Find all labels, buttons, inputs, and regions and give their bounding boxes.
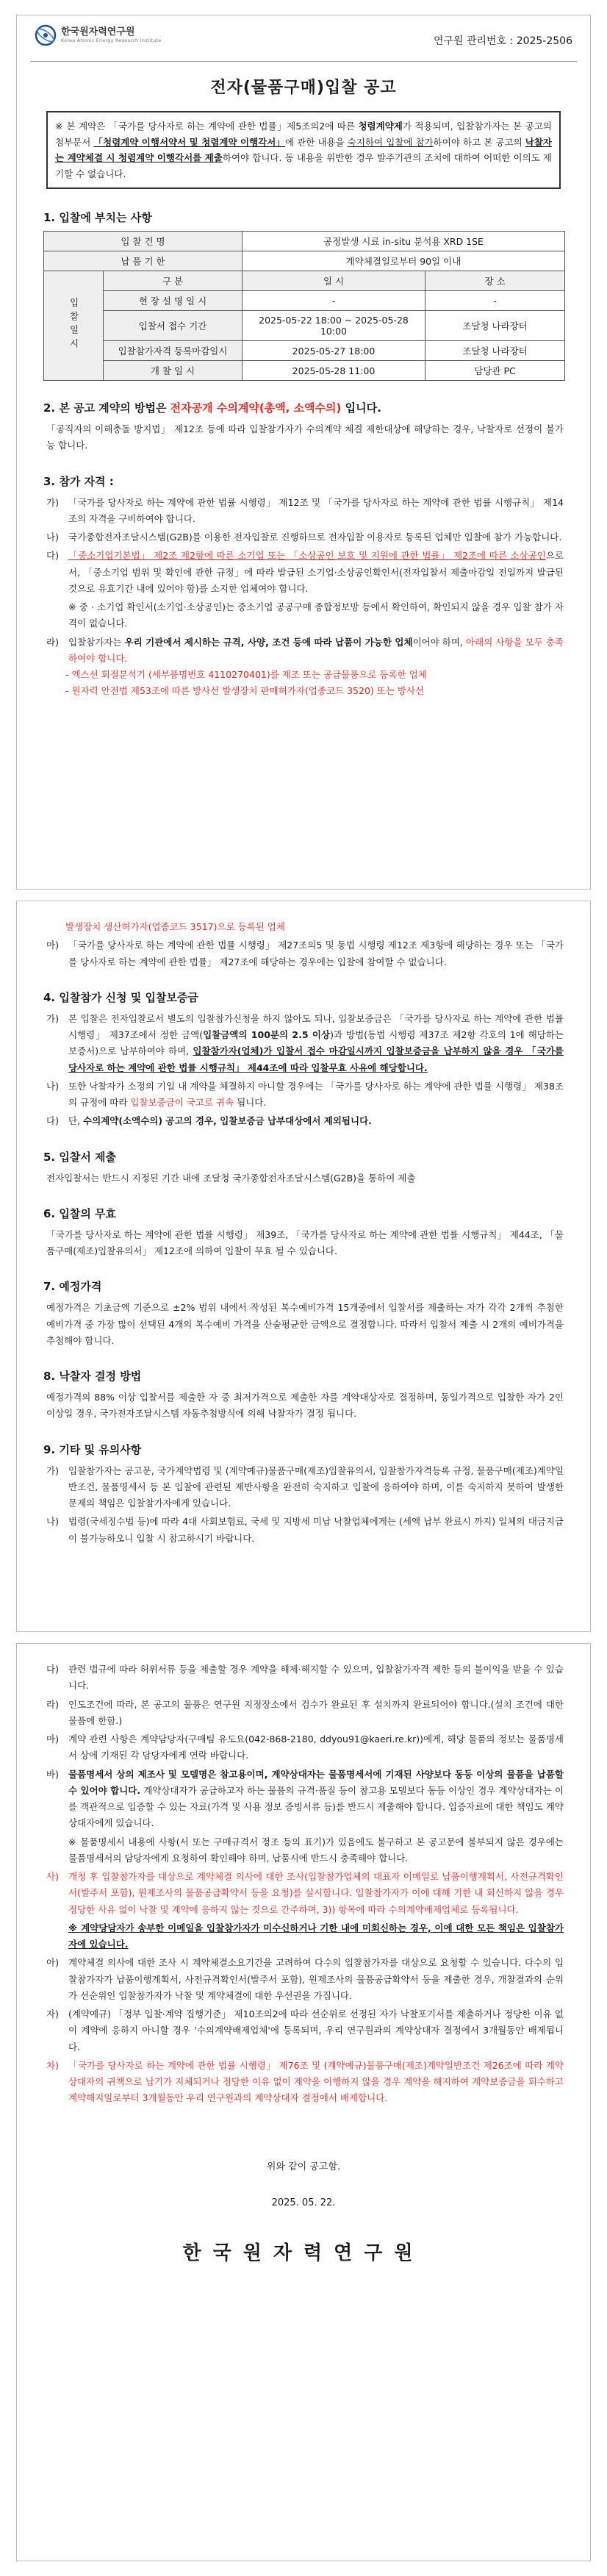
section-title: 9. 기타 및 유의사항	[43, 1442, 142, 1456]
item-text: 발생장치 생산허가자(업종코드 3517)으로 등록된 업체	[65, 921, 285, 932]
list-item	[43, 1078, 564, 1112]
notice-text: 낙찰자는 계약체결 시 청렴계약 이행각서를 제출	[55, 136, 552, 163]
item-label: 라)	[46, 636, 59, 648]
item-label	[43, 599, 68, 632]
page-3	[16, 1643, 591, 2561]
section-1	[43, 210, 564, 225]
item-label: 나)	[46, 1080, 59, 1092]
list-item	[43, 1661, 564, 1695]
table-cell: -	[243, 291, 425, 311]
notice-text: 하여야 합니다. 동 내용을 위반한 경우 발주기관의 조치에 대하여 어떠한 이의도 제기할 수 없습니다.	[55, 152, 552, 179]
section-text: 「국가를 당사자로 하는 계약에 관한 법률 시행령」 제39조, 「국가를 당사자로 하는 계약에 관한 법률 시행규칙」 제44조, 「물품구매(제조)입찰유의서」 제12조에 의하여 입찰이 무효 될 수 있습니다.	[46, 1228, 564, 1256]
section-3-continued	[43, 919, 564, 970]
item-label: 아)	[46, 1957, 59, 1969]
table-row	[44, 232, 565, 251]
table-cell: 개 찰 일 시	[104, 361, 243, 381]
notice-text: 숙지하여 입찰에 참가	[347, 136, 434, 148]
item-label: 가)	[46, 1464, 59, 1476]
section-title: 6. 입찰의 무효	[43, 1206, 117, 1220]
item-note: ※ 계약당담자가 송부한 이메일을 입찰참가자가 미수신하거나 기한 내에 미회신하는 경우, 이에 대한 모든 책임은 입찰참가자에 있습니다.	[68, 1922, 564, 1950]
table-cell: 2025-05-22 18:00 ~ 2025-05-28 10:00	[243, 311, 425, 341]
table-cell: 현 장 설 명 일 시	[104, 291, 243, 311]
list-item	[43, 1113, 564, 1129]
item-text-part: 이어야 하며,	[412, 636, 467, 648]
item-label: 나)	[46, 1516, 59, 1528]
list-item	[43, 1731, 564, 1764]
item-label: 가)	[46, 496, 59, 508]
section-9-continued	[43, 1661, 564, 2107]
item-text: - 원자력 안전법 제53조에 따른 방사선 발생장치 판매허가자(업종코드 3520) 또는 방사선	[65, 685, 425, 697]
item-text: 계약체결 의사에 대한 조사 시 계약체결소요기간을 고려하여 다수의 입찰참가자를 대상으로 요청할 수 있습니다. 다수의 입찰참가자가 납품이행계획서, 사전규격확인서(발주서 포함), 원제조사의 물품공급확약서 등을 제출한 경우, 개찰결과의 순위가 선순위인 입찰참가자가 낙찰 및 계약체결에 대한 우선권을 가집니다.	[68, 1957, 564, 2001]
table-cell: 조달청 나라장터	[425, 311, 565, 341]
list-item	[43, 937, 564, 970]
table-cell: 2025-05-28 11:00	[243, 361, 425, 381]
list-item	[65, 683, 564, 699]
section-title: 7. 예정가격	[43, 1280, 102, 1294]
item-label: 마)	[46, 1734, 59, 1745]
list-item	[43, 599, 564, 632]
notice-text: 가 적용되며, 입찰참가자는 본 공고의 첨부문서	[55, 121, 552, 148]
item-text: 입찰참가자는 공고문, 국가계약법령 및 (계약예규)물품구매(제조)입찰유의서, 입찰참가자격등록 규정, 물품구매(제조)계약일반조건, 물품명세서 등 본 입찰에 관련된 제반사항을 완전히 숙지하고 입찰에 응하여야 하며, 이를 숙지하지 못하여 발생한 문제의 책임은 입찰참가자에게 있습니다.	[68, 1464, 564, 1509]
item-text-part: 단,	[68, 1115, 84, 1127]
table-row	[44, 361, 565, 381]
item-label: 나)	[46, 532, 59, 543]
table-row	[44, 341, 565, 361]
item-label: 마)	[46, 940, 59, 951]
page-1	[16, 15, 591, 890]
table-header: 일 시	[243, 271, 425, 291]
table-cell: 납 품 기 한	[44, 251, 243, 271]
item-text: 「국가를 당사자로 하는 계약에 관한 법률 시행령」 제27조의5 및 동법 시행령 제12조 제3항에 해당하는 경우 또는 「국가를 당사자로 하는 계약에 관한 법률」 제27조에 해당하는 경우에는 입찰에 참여할 수 없습니다.	[68, 940, 564, 967]
table-row	[44, 291, 565, 311]
item-text: - 엑스선 회절분석기 (세부품명번호 4110270401)를 제조 또는 공급물품으로 등록한 업체	[65, 669, 427, 680]
item-label: 다)	[46, 550, 59, 562]
item-text: 국가종합전자조달시스템(G2B)를 이용한 전자입찰로 진행하므로 전자입찰 이용자로 등록된 업체만 입찰에 참가 가능합니다.	[68, 532, 562, 543]
integrity-notice-box	[46, 111, 561, 189]
section-title-text: 2. 본 공고 계약의 방법은	[43, 401, 170, 415]
list-item	[43, 634, 564, 668]
table-cell: 공정발생 시료 in-situ 분석용 XRD 1SE	[243, 232, 565, 251]
item-label	[43, 1834, 68, 1867]
issuing-organization: 한국원자력연구원	[182, 2242, 425, 2264]
item-text-part: 됩니다.	[234, 1097, 267, 1108]
list-item	[43, 1955, 564, 2004]
document-header	[30, 15, 577, 62]
table-cell: 조달청 나라장터	[425, 341, 565, 361]
item-text-part: 으로서, 「중소기업 범위 및 확인에 관한 규정」에 따라 발급된 소기업·소상공인확인서(전자입찰서 제출마감일 전일까지 발급된 것으로 유효기간 내에 있어야 함)	[68, 550, 564, 594]
item-text-part: 입찰금액의 100분의 2.5 이상	[203, 1029, 331, 1040]
list-item	[43, 495, 564, 528]
item-label: 다)	[46, 1664, 59, 1675]
item-text: 「국가를 당사자로 하는 계약에 관한 법률 시행령」 제76조 및 (계약예규)물품구매(제조)계약일반조건 제26조에 따라 계약상대자의 귀책으로 납기가 지체되거나 정당한 이유 없이 계약을 이행하지 않을 경우 계약을 해지하여 계약보증금을 회수하고 계약해지일로부터 3개월동안 우리 연구원과의 계약상대자 결정에서 배제합니다.	[68, 2059, 564, 2104]
org-name-english: Korea Atomic Energy Research Institute	[61, 37, 162, 43]
closing-statement: 위와 같이 공고함.	[266, 2161, 341, 2172]
section-5	[43, 1149, 564, 1187]
table-cell: 입 찰 건 명	[44, 232, 243, 251]
list-item	[43, 1767, 564, 1832]
item-text-part: 계약상대자가 공급하고자 하는 물품의 규격·품질 등이 참고용 모델보다 동등 이상인 경우 계약상대자는 이를 객관적으로 입증할 수 있는 자료(가격 및 사용 정보 증빙서류 등)를 반드시 제출해야 합니다. 입증자료에 대한 책임도 계약상대자에게 있습니다.	[68, 1784, 564, 1829]
list-item	[43, 2058, 564, 2107]
section-6	[43, 1206, 564, 1260]
item-text	[68, 634, 564, 668]
table-cell: -	[425, 291, 565, 311]
item-label: 사)	[46, 1871, 59, 1882]
section-8	[43, 1368, 564, 1423]
item-text	[68, 1767, 564, 1832]
table-header: 구 분	[104, 271, 243, 291]
list-item	[43, 1920, 564, 1953]
section-title	[43, 400, 564, 415]
announcement-date: 2025. 05. 22.	[271, 2197, 336, 2208]
section-3	[43, 473, 564, 700]
item-label: 자)	[46, 2008, 59, 2019]
management-number-value: 2025-2506	[516, 35, 572, 47]
section-2	[43, 400, 564, 454]
item-label	[43, 1920, 68, 1953]
item-text: 인도조건에 따라, 본 공고의 물품은 연구원 지정장소에서 검수가 완료된 후 설치까지 완료되어야 합니다.(설치 조건에 대한 물품에 한함.)	[68, 1698, 564, 1726]
list-item	[43, 548, 564, 597]
item-note: ※ 중 · 소기업 확인서(소기업·소상공인)는 중소기업 공공구매 종합정보망 등에서 확인하여, 확인되지 않을 경우 입찰 참가 자격이 없습니다.	[68, 601, 564, 629]
item-text-part: 아래의 사항을 모두 충족하여야 합니다.	[68, 636, 564, 664]
section-4	[43, 990, 564, 1130]
item-label: 다)	[46, 1115, 59, 1127]
item-text-part: 「중소기업기본법」 제2조 제2항에 따른 소기업 또는 「소상공인 보호 및 지원에 관한 법률」 제2조에 따른 소상공인	[68, 550, 546, 562]
section-text: 「공직자의 이해충돌 방지법」 제12조 등에 따라 입찰참가자가 수의계약 체결 제한대상에 해당하는 경우, 낙찰자로 선정이 불가능 합니다.	[46, 423, 564, 451]
item-text-part: )과 방법(동법 시행령 제37조 제2항 각호의 1에 해당하는 보증서)으로 납부하여야 하며,	[68, 1029, 564, 1057]
item-text	[68, 548, 564, 597]
section-7	[43, 1278, 564, 1349]
section-title: 1. 입찰에 부치는 사항	[43, 211, 152, 224]
table-cell: 계약체결일로부터 90일 이내	[243, 251, 565, 271]
section-title: 8. 낙찰자 결정 방법	[43, 1370, 142, 1383]
item-label: 바)	[46, 1768, 59, 1780]
section-9	[43, 1442, 564, 1547]
table-row	[44, 251, 565, 271]
item-text-part: 우리 기관에서 제시하는 규격, 사양, 조건 등에 따라 납품이 가능한 업체	[124, 636, 413, 648]
item-note: ※ 물품명세서 내용에 사항(서 또는 구매규격서 정조 등의 표기)가 있음에도 불구하고 본 공고문에 불부되지 않은 경우에는 물품명세서의 담당자에게 요청하여 확인해야 하며, 납품시에 반드시 충족해야 합니다.	[68, 1836, 564, 1864]
item-label: 라)	[46, 1698, 59, 1710]
item-text: 계약 관련 사항은 계약담당자(구매팀 유도요(042-868-2180, ddyou91@kaeri.re.kr))에게, 해당 물품의 정보는 물품명세서 상에 기재된 각 담당자에게 연락 바랍니다.	[68, 1734, 564, 1761]
document-title: 전자(물품구매)입찰 공고	[210, 79, 397, 97]
notice-text: 에 관한 내용을	[285, 136, 348, 148]
notice-text: 「청렴계약 이행서약서 및 청렴계약 이행각서」	[93, 136, 286, 148]
section-title: 3. 참가 자격 :	[43, 474, 114, 488]
table-cell: 담당관 PC	[425, 361, 565, 381]
list-item	[43, 1011, 564, 1076]
section-text: 전자입찰서는 반드시 지정된 기간 내에 조달청 국가종합전자조달시스템(G2B)을 통하여 제출	[46, 1172, 416, 1184]
list-item	[65, 919, 564, 935]
item-text: 개청 후 입찰참가자를 대상으로 계약체결 의사에 대한 조사(입찰참가업체의 대표자 이메일로 납품이행계획서, 사전규격확인서(발주서 포함), 원제조사의 물품공급확약서 등을 요청)를 실시합니다. 입찰참가자가 이에 대해 기한 내 회신하지 않을 경우 정당한 사유 없이 낙찰 및 계약에 응하지 않는 것으로 간주하며, 3)) 항목에 따라 수의계약배제업체로 등록됩니다.	[68, 1871, 564, 1915]
item-text-part: 입찰보증금이 국고로 귀속	[130, 1097, 234, 1108]
item-text-part: 입찰참가자(업체)가 입찰서 접수 마감일시까지 입찰보증금을 납부하지 않을 경우 「국가를 당사자로 하는 계약에 관한 법률 시행규칙」 제44조에 따라 입찰무효 사유에 해당합니다.	[68, 1045, 564, 1073]
page-2	[16, 901, 591, 1632]
list-item	[43, 1834, 564, 1867]
list-item	[43, 1514, 564, 1547]
list-item	[43, 529, 564, 545]
table-header: 장 소	[425, 271, 565, 291]
section-text: 예정가격의 88% 이상 입찰서를 제출한 자 중 최저가격으로 제출한 자를 계약대상자로 결정하며, 동일가격으로 입찰한 자가 2인 이상일 경우, 국가전자조달시스템 자동추첨방식에 의해 낙찰자가 결정 됩니다.	[46, 1392, 564, 1420]
notice-text: ※ 본 계약은 「국가를 당사자로 하는 계약에 관한 법률」제5조의2에 따른	[55, 121, 359, 132]
item-text: 관련 법규에 따라 허위서류 등을 제출할 경우 계약을 해제·해지할 수 있으며, 입찰참가자격 제한 등의 불이익을 받을 수 있습니다.	[68, 1664, 564, 1692]
bid-info-table	[43, 231, 565, 381]
table-cell: 2025-05-27 18:00	[243, 341, 425, 361]
section-text: 예정가격은 기초금액 기준으로 ±2% 범위 내에서 작성된 복수예비가격 15개중에서 입찰서를 제출하는 자가 각각 2개씩 추첨한 예비가격 중 가장 많이 선택된 4개의 복수예비 가격을 산술평균한 금액으로 결정합니다. 따라서 입찰서 제출 시 2개의 예비가격을 추첨해야 합니다.	[46, 1302, 564, 1346]
contract-method: 전자공개 수의계약(총액, 소액수의)	[170, 401, 342, 415]
management-number-label: 연구원 관리번호 :	[433, 35, 517, 47]
item-text: (계약예규) 「정부 입찰·계약 집행기준」 제10조의2에 따라 선순위로 선정된 자가 낙찰포기서를 제출하거나 정당한 이유 없이 계약에 응하지 아니할 경우 '수의계약배제업체'에 등록되며, 우리 연구원과의 계약상대자 결정에서 3개월동안 배제됩니다.	[68, 2008, 564, 2053]
list-item	[43, 1869, 564, 1918]
item-text: 「국가를 당사자로 하는 계약에 관한 법률 시행령」 제12조 및 「국가를 당사자로 하는 계약에 관한 법률 시행규칙」 제14조의 자격을 구비하여야 합니다.	[68, 496, 564, 524]
org-logo	[35, 24, 161, 46]
management-number	[434, 33, 572, 48]
table-row	[44, 311, 565, 341]
table-cell: 입찰서 접수 기간	[104, 311, 243, 341]
item-text	[68, 1113, 564, 1129]
item-text-part: 또한 낙찰자가 소정의 기일 내 계약을 체결하지 아니할 경우에는 「국가를 당사자로 하는 계약에 관한 법률 시행령」 제38조의 규정에 따라	[68, 1080, 564, 1108]
org-name-korean: 한국원자력연구원	[61, 26, 135, 37]
item-label: 가)	[46, 1012, 59, 1024]
table-row	[44, 271, 565, 291]
kaeri-logo-icon	[35, 24, 57, 46]
item-text-part: 본 입찰은 전자입찰로서 별도의 입찰참가신청을 하지 않아도 되나, 입찰보증금은 「국가를 당사자로 하는 계약에 관한 법률 시행령」 제37조에서 정한 금액(	[68, 1012, 564, 1040]
list-item	[65, 667, 564, 683]
table-cell: 입찰참가자격 등록마감일시	[104, 341, 243, 361]
item-text-part: 를 소지한 업체여야 합니다.	[198, 582, 309, 594]
table-cell: 입찰일시	[68, 297, 79, 352]
list-item	[43, 2006, 564, 2056]
item-text: 법령(국세징수법 등)에 따라 4대 사회보험료, 국세 및 지방세 미납 낙찰업체에게는 (세액 납부 완료시 까지) 일체의 대금지급이 불가능하오니 입찰 시 참고하시기 바랍니다.	[68, 1516, 564, 1544]
section-title: 4. 입찰참가 신청 및 입찰보증금	[43, 990, 198, 1004]
item-text-part: 물품명세서 상의 제조사 및 모델명은 참고용이며, 계약상대자는 물품명세서에 기재된 사양보다 동등 이상의 물품을 납품할 수 있어야 합니다.	[68, 1768, 564, 1796]
list-item	[43, 1463, 564, 1512]
section-title: 5. 입찰서 제출	[43, 1150, 117, 1164]
item-text	[68, 1011, 564, 1076]
item-label: 차)	[46, 2059, 59, 2071]
notice-text: 청렴계약제	[358, 121, 403, 132]
schedule-side-label	[44, 271, 104, 381]
item-text	[68, 1078, 564, 1112]
item-text-part: 입찰참가자는	[68, 636, 125, 648]
list-item	[43, 1697, 564, 1730]
notice-text: 하여야 하고 본 공고의	[433, 136, 525, 148]
item-text-part: 수의계약(소액수의) 공고의 경우, 입찰보증금 납부대상에서 제외됩니다.	[83, 1115, 372, 1127]
section-title-text: 입니다.	[341, 401, 381, 415]
